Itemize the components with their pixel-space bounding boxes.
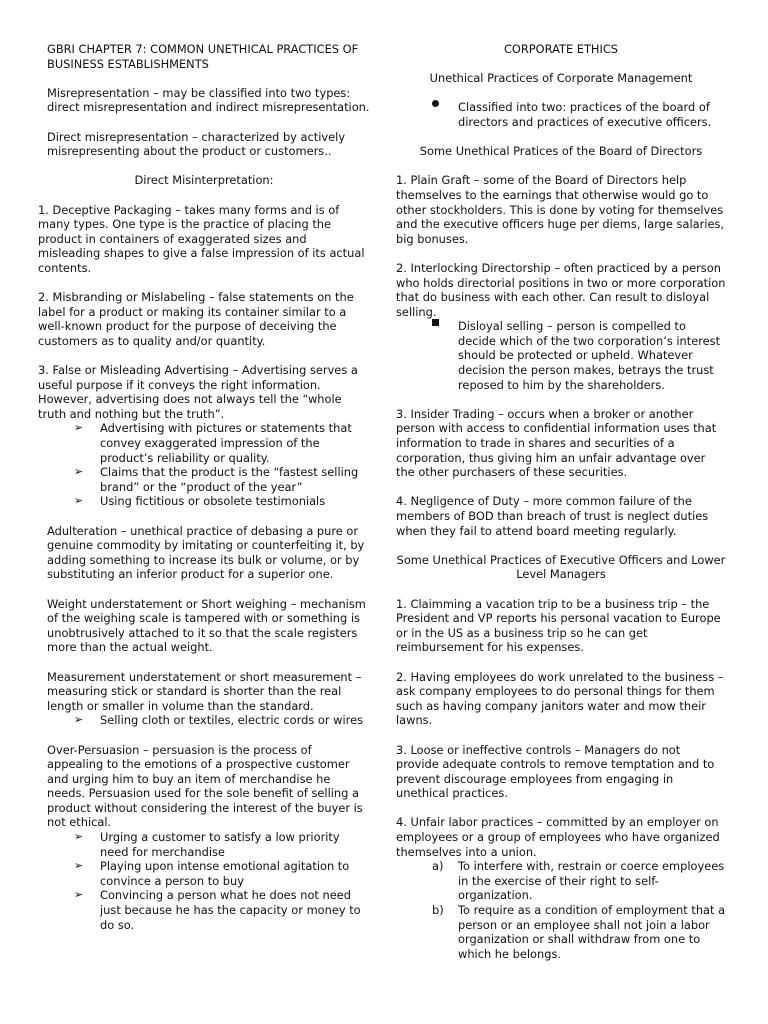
- deceptive-packaging-paragraph: 1. Deceptive Packaging – takes many forms and is of many types. One type is the practice of placing the product in containers of exaggerated sizes and misleading shapes to give a false impression of its actual contents.: [38, 202, 365, 275]
- arrow-bullet-icon: ➢: [74, 421, 84, 435]
- measurement-understatement-paragraph: Measurement understatement or short measurement – measuring stick or standard is shorter than the real length or smaller in volume than the standard.: [47, 669, 362, 713]
- list-item: ➢ Claims that the product is the “fastest selling brand” or the “product of the year”: [74, 465, 359, 494]
- list-item: ➢ Advertising with pictures or statements that convey exaggerated impression of the product’s reliability or quality.: [74, 421, 352, 465]
- list-item: ➢ Playing upon intense emotional agitation to convince a person to buy: [74, 859, 350, 888]
- measurement-bullet-list: [38, 713, 370, 728]
- weight-understatement-paragraph: Weight understatement or Short weighing – mechanism of the weighing scale is tampered with or something is unobtrusively attached to it so that the scale registers more than the actual weight.: [47, 596, 366, 655]
- arrow-bullet-icon: ➢: [74, 830, 84, 844]
- false-advertising-paragraph: 3. False or Misleading Advertising – Advertising serves a useful purpose if it conveys the right information. However, advertising does not always tell the “whole truth and nothing but the truth”.: [38, 363, 358, 421]
- list-item: ➢ Selling cloth or textiles, electric cords or wires: [74, 713, 364, 728]
- executive-practices-heading: Some Unethical Practices of Executive Officers and Lower Level Managers: [396, 552, 726, 582]
- unfair-labor-paragraph: 4. Unfair labor practices – committed by an employer on employees or a group of employees who have organized themselves into a union.: [396, 815, 720, 859]
- vacation-trip-paragraph: 1. Claimming a vacation trip to be a business trip – the President and VP reports his personal vacation to Europe or in the US as a business trip so he can get reimbursement for his expenses.: [396, 596, 721, 655]
- chapter-title: GBRI CHAPTER 7: COMMON UNETHICAL PRACTICES OF BUSINESS ESTABLISHMENTS: [47, 42, 359, 71]
- arrow-bullet-icon: ➢: [74, 713, 84, 727]
- list-item: ➢ Urging a customer to satisfy a low priority need for merchandise: [74, 830, 340, 859]
- list-item: ➢ Convincing a person what he does not need just because he has the capacity or money to do so.: [74, 888, 361, 932]
- insider-trading-paragraph: 3. Insider Trading – occurs when a broker or another person with access to confidential information uses that information to trade in shares and securities of a corporation, thus giving him an unfair advantage over the other purchasers of these securities.: [396, 406, 717, 480]
- round-bullet-icon: [432, 100, 439, 107]
- list-marker: b): [432, 903, 444, 918]
- interlocking-directorship-paragraph: 2. Interlocking Directorship – often practiced by a person who holds directorial positions in two or more corporation that do business with each other. Can result to disloyal selling.: [396, 260, 726, 319]
- disloyal-selling-list: [396, 319, 726, 392]
- list-marker: a): [432, 859, 444, 874]
- list-item: ➢ Using fictitious or obsolete testimonials: [74, 494, 326, 509]
- persuasion-bullet-list: [38, 830, 370, 932]
- arrow-bullet-icon: ➢: [74, 859, 84, 873]
- misrepresentation-paragraph: Misrepresentation – may be classified into two types: direct misrepresentation and indirect misrepresentation.: [47, 85, 370, 115]
- arrow-bullet-icon: ➢: [74, 465, 84, 479]
- classified-bullet-list: [396, 100, 726, 129]
- loose-controls-paragraph: 3. Loose or ineffective controls – Managers do not provide adequate controls to remove temptation and to prevent discourage employees from engaging in unethical practices.: [396, 742, 715, 801]
- over-persuasion-paragraph: Over-Persuasion – persuasion is the process of appealing to the emotions of a prospective customer and urging him to buy an item of merchandise he needs. Persuasion used for the sole benefit of selling a product without considering the interest of the buyer is not ethical.: [47, 742, 363, 830]
- board-practices-heading: Some Unethical Pratices of the Board of Directors: [419, 144, 703, 159]
- advertising-bullet-list: [38, 421, 370, 509]
- corporate-ethics-title: CORPORATE ETHICS: [503, 42, 619, 56]
- plain-graft-paragraph: 1. Plain Graft – some of the Board of Directors help themselves to the earnings that otherwise would go to other stockholders. This is done by voting for themselves and the executive officers huge per diems, large salaries, big bonuses.: [396, 173, 725, 246]
- arrow-bullet-icon: ➢: [74, 888, 84, 902]
- arrow-bullet-icon: ➢: [74, 494, 84, 508]
- direct-misinterpretation-heading: Direct Misinterpretation:: [134, 173, 274, 188]
- corporate-management-heading: Unethical Practices of Corporate Management: [429, 71, 693, 86]
- list-item: Disloyal selling – person is compelled to decide which of the two corporation’s interest should be protected or upheld. Whatever decision the person makes, betrays the trust reposed to him by the shareholders.: [396, 319, 726, 392]
- unfair-labor-list: [396, 859, 726, 961]
- list-item: b) To require as a condition of employment that a person or an employee shall not join a labor organization or shall withdraw from one to which he belongs.: [432, 903, 726, 961]
- right-column: [396, 42, 726, 961]
- list-item: a) To interfere with, restrain or coerce employees in the exercise of their right to self-organization.: [432, 859, 725, 903]
- unrelated-work-paragraph: 2. Having employees do work unrelated to the business – ask company employees to do personal things for them such as having company janitors water and mow their lawns.: [396, 669, 724, 728]
- misbranding-paragraph: 2. Misbranding or Mislabeling – false statements on the label for a product or making its container similar to a well-known product for the purpose of deceiving the customers as to quality and/or quantity.: [38, 290, 354, 348]
- negligence-paragraph: 4. Negligence of Duty – more common failure of the members of BOD than breach of trust is neglect duties when they fail to attend board meeting regularly.: [396, 494, 709, 538]
- square-bullet-icon: [432, 319, 439, 326]
- list-item: Classified into two: practices of the board of directors and practices of executive officers.: [396, 100, 726, 129]
- direct-misrepresentation-paragraph: Direct misrepresentation – characterized by actively misrepresenting about the product or customers..: [47, 129, 346, 159]
- adulteration-paragraph: Adulteration – unethical practice of debasing a pure or genuine commodity by imitating or counterfeiting it, by adding something to increase its bulk or volume, or by substituting an inferior product for a superior one.: [47, 523, 365, 582]
- left-column: [38, 42, 370, 932]
